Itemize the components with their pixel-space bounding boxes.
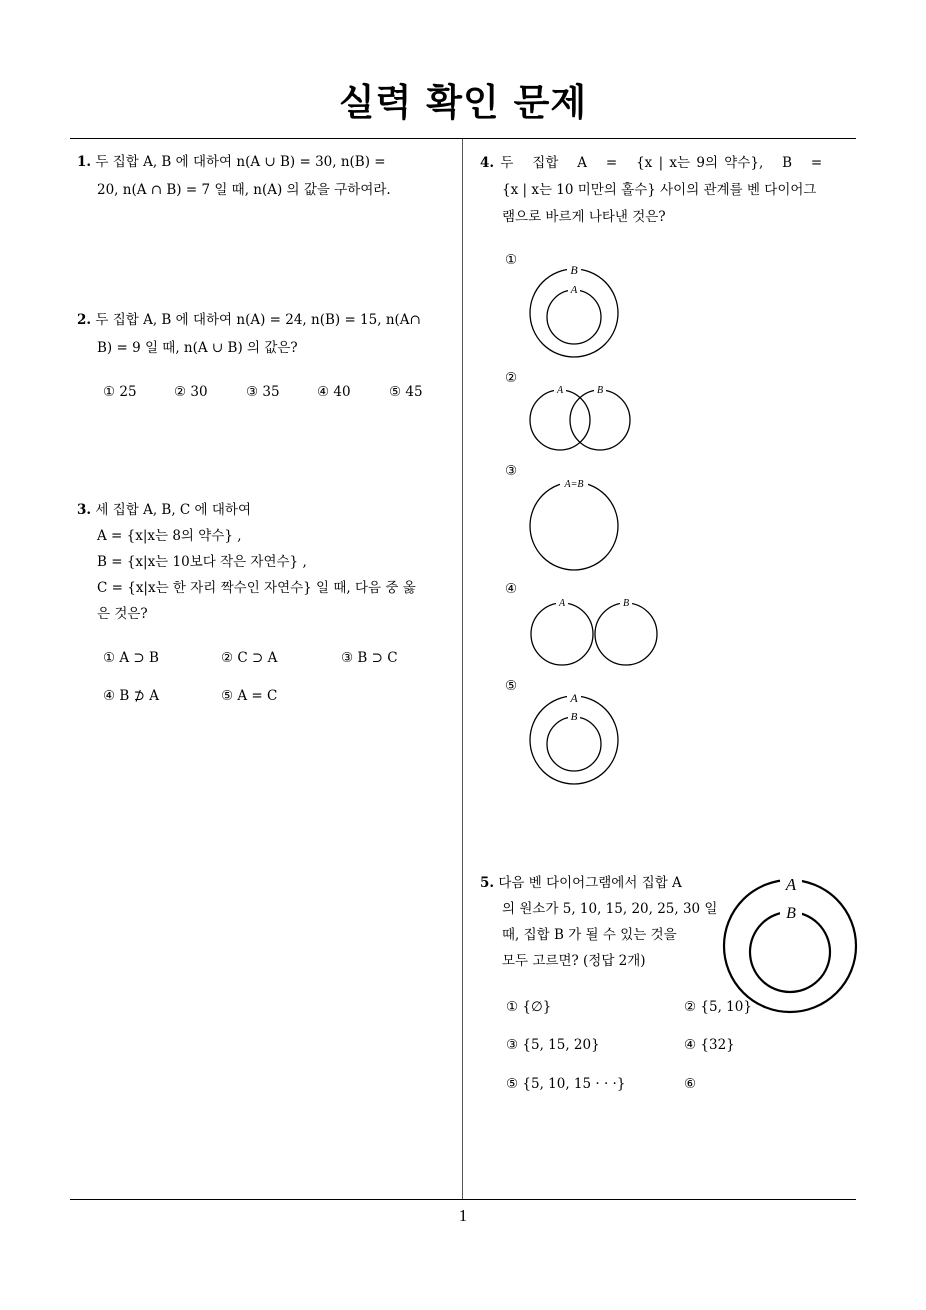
- question-3-text-1: 세 집합 A, B, C 에 대하여: [95, 502, 252, 518]
- venn-circle-a: [530, 390, 590, 450]
- question-4-number: 4.: [480, 155, 495, 171]
- question-2-option-2[interactable]: ② 30: [174, 384, 208, 400]
- question-2-number: 2.: [77, 312, 92, 328]
- question-1-text-1: 두 집합 A, B 에 대하여 n(A ∪ B) = 30, n(B) =: [95, 154, 386, 170]
- question-4-option-3-marker[interactable]: ③: [505, 463, 518, 479]
- venn-label-b: B: [596, 385, 604, 396]
- venn-circle-inner: [547, 717, 601, 771]
- question-2-option-4[interactable]: ④ 40: [317, 384, 351, 400]
- venn-diagram-option-4[interactable]: [520, 592, 665, 672]
- venn-circle-b: [595, 603, 657, 665]
- venn-diagram-option-2[interactable]: [520, 378, 640, 454]
- question-3-number: 3.: [77, 502, 92, 518]
- venn-label-outer: B: [570, 263, 578, 277]
- venn-label-a: A: [556, 385, 564, 396]
- question-5-option-4[interactable]: ④ {32}: [684, 1037, 735, 1053]
- venn-label-a: A: [785, 875, 797, 894]
- question-2-text-1: 두 집합 A, B 에 대하여 n(A) = 24, n(B) = 15, n(A∩: [95, 312, 421, 328]
- question-2-option-1[interactable]: ① 25: [103, 384, 137, 400]
- question-4-text-2: {x | x는 10 미만의 홀수} 사이의 관계를 벤 다이어그: [502, 182, 817, 198]
- page-title: 실력 확인 문제: [338, 81, 588, 124]
- footer-rule: [70, 1199, 856, 1200]
- question-5-text-2: 의 원소가 5, 10, 15, 20, 25, 30 일: [502, 901, 718, 917]
- question-5-option-1[interactable]: ① {∅}: [506, 999, 552, 1015]
- question-3-text-5: 은 것은?: [97, 606, 148, 622]
- question-4-option-1-marker[interactable]: ①: [505, 252, 518, 268]
- question-3-option-4[interactable]: ④ B ⊅ A: [103, 688, 159, 704]
- question-5-text-3: 때, 집합 B 가 될 수 있는 것을: [502, 927, 677, 943]
- question-1-text-2: 20, n(A ∩ B) = 7 일 때, n(A) 의 값을 구하여라.: [97, 182, 391, 198]
- question-4: [480, 150, 860, 231]
- venn-label-b: B: [786, 905, 796, 922]
- question-1: [77, 150, 457, 198]
- venn-label-a-equals-b: A=B: [564, 479, 584, 490]
- venn-circle-b: [750, 912, 830, 992]
- venn-label-a: A: [558, 598, 566, 609]
- question-4-text-1: 두 집합 A = {x | x는 9의 약수}, B =: [500, 155, 823, 171]
- question-3-option-1[interactable]: ① A ⊃ B: [103, 650, 159, 666]
- venn-circle-inner: [547, 290, 601, 344]
- question-3-text-4: C = {x|x는 한 자리 짝수인 자연수} 일 때, 다음 중 옳: [97, 580, 416, 596]
- venn-label-inner: A: [570, 284, 578, 296]
- question-2: [77, 308, 457, 356]
- venn-circle-a: [531, 603, 593, 665]
- column-divider: [462, 139, 463, 1199]
- question-3: [77, 497, 457, 627]
- venn-label-b: B: [622, 598, 630, 609]
- venn-diagram-question-5: [718, 870, 863, 1020]
- question-1-number: 1.: [77, 154, 92, 170]
- question-4-option-5-marker[interactable]: ⑤: [505, 678, 518, 694]
- question-5-option-6[interactable]: ⑥: [684, 1076, 697, 1092]
- question-5-option-2[interactable]: ② {5, 10}: [684, 999, 752, 1015]
- question-5-option-5[interactable]: ⑤ {5, 10, 15 · · ·}: [506, 1076, 626, 1092]
- question-3-text-3: B = {x|x는 10보다 작은 자연수} ,: [97, 554, 307, 570]
- question-1-line-1: [77, 150, 457, 170]
- venn-label-inner: B: [570, 711, 578, 723]
- question-3-option-3[interactable]: ③ B ⊃ C: [341, 650, 398, 666]
- question-2-text-2: B) = 9 일 때, n(A ∪ B) 의 값은?: [97, 340, 298, 356]
- question-3-option-5[interactable]: ⑤ A = C: [221, 688, 278, 704]
- question-4-text-3: 램으로 바르게 나타낸 것은?: [502, 209, 666, 225]
- question-5-text-1: 다음 벤 다이어그램에서 집합 A: [498, 875, 682, 891]
- question-5-text-4: 모두 고르면? (정답 2개): [502, 953, 646, 969]
- venn-diagram-option-5[interactable]: [520, 688, 630, 788]
- page-number: 1: [458, 1206, 468, 1225]
- venn-label-outer: A: [570, 691, 578, 705]
- question-5-number: 5.: [480, 875, 495, 891]
- venn-diagram-option-3[interactable]: [520, 472, 630, 574]
- question-3-option-2[interactable]: ② C ⊃ A: [221, 650, 278, 666]
- header-rule: [70, 138, 856, 139]
- question-4-option-2-marker[interactable]: ②: [505, 370, 518, 386]
- venn-circle-single: [530, 482, 618, 570]
- venn-diagram-option-1[interactable]: [520, 258, 630, 362]
- question-4-option-4-marker[interactable]: ④: [505, 581, 518, 597]
- question-3-text-2: A = {x|x는 8의 약수} ,: [97, 528, 242, 544]
- question-5-option-3[interactable]: ③ {5, 15, 20}: [506, 1037, 600, 1053]
- question-2-option-3[interactable]: ③ 35: [246, 384, 280, 400]
- question-5: [480, 870, 720, 974]
- venn-circle-b: [570, 390, 630, 450]
- question-2-option-5[interactable]: ⑤ 45: [389, 384, 423, 400]
